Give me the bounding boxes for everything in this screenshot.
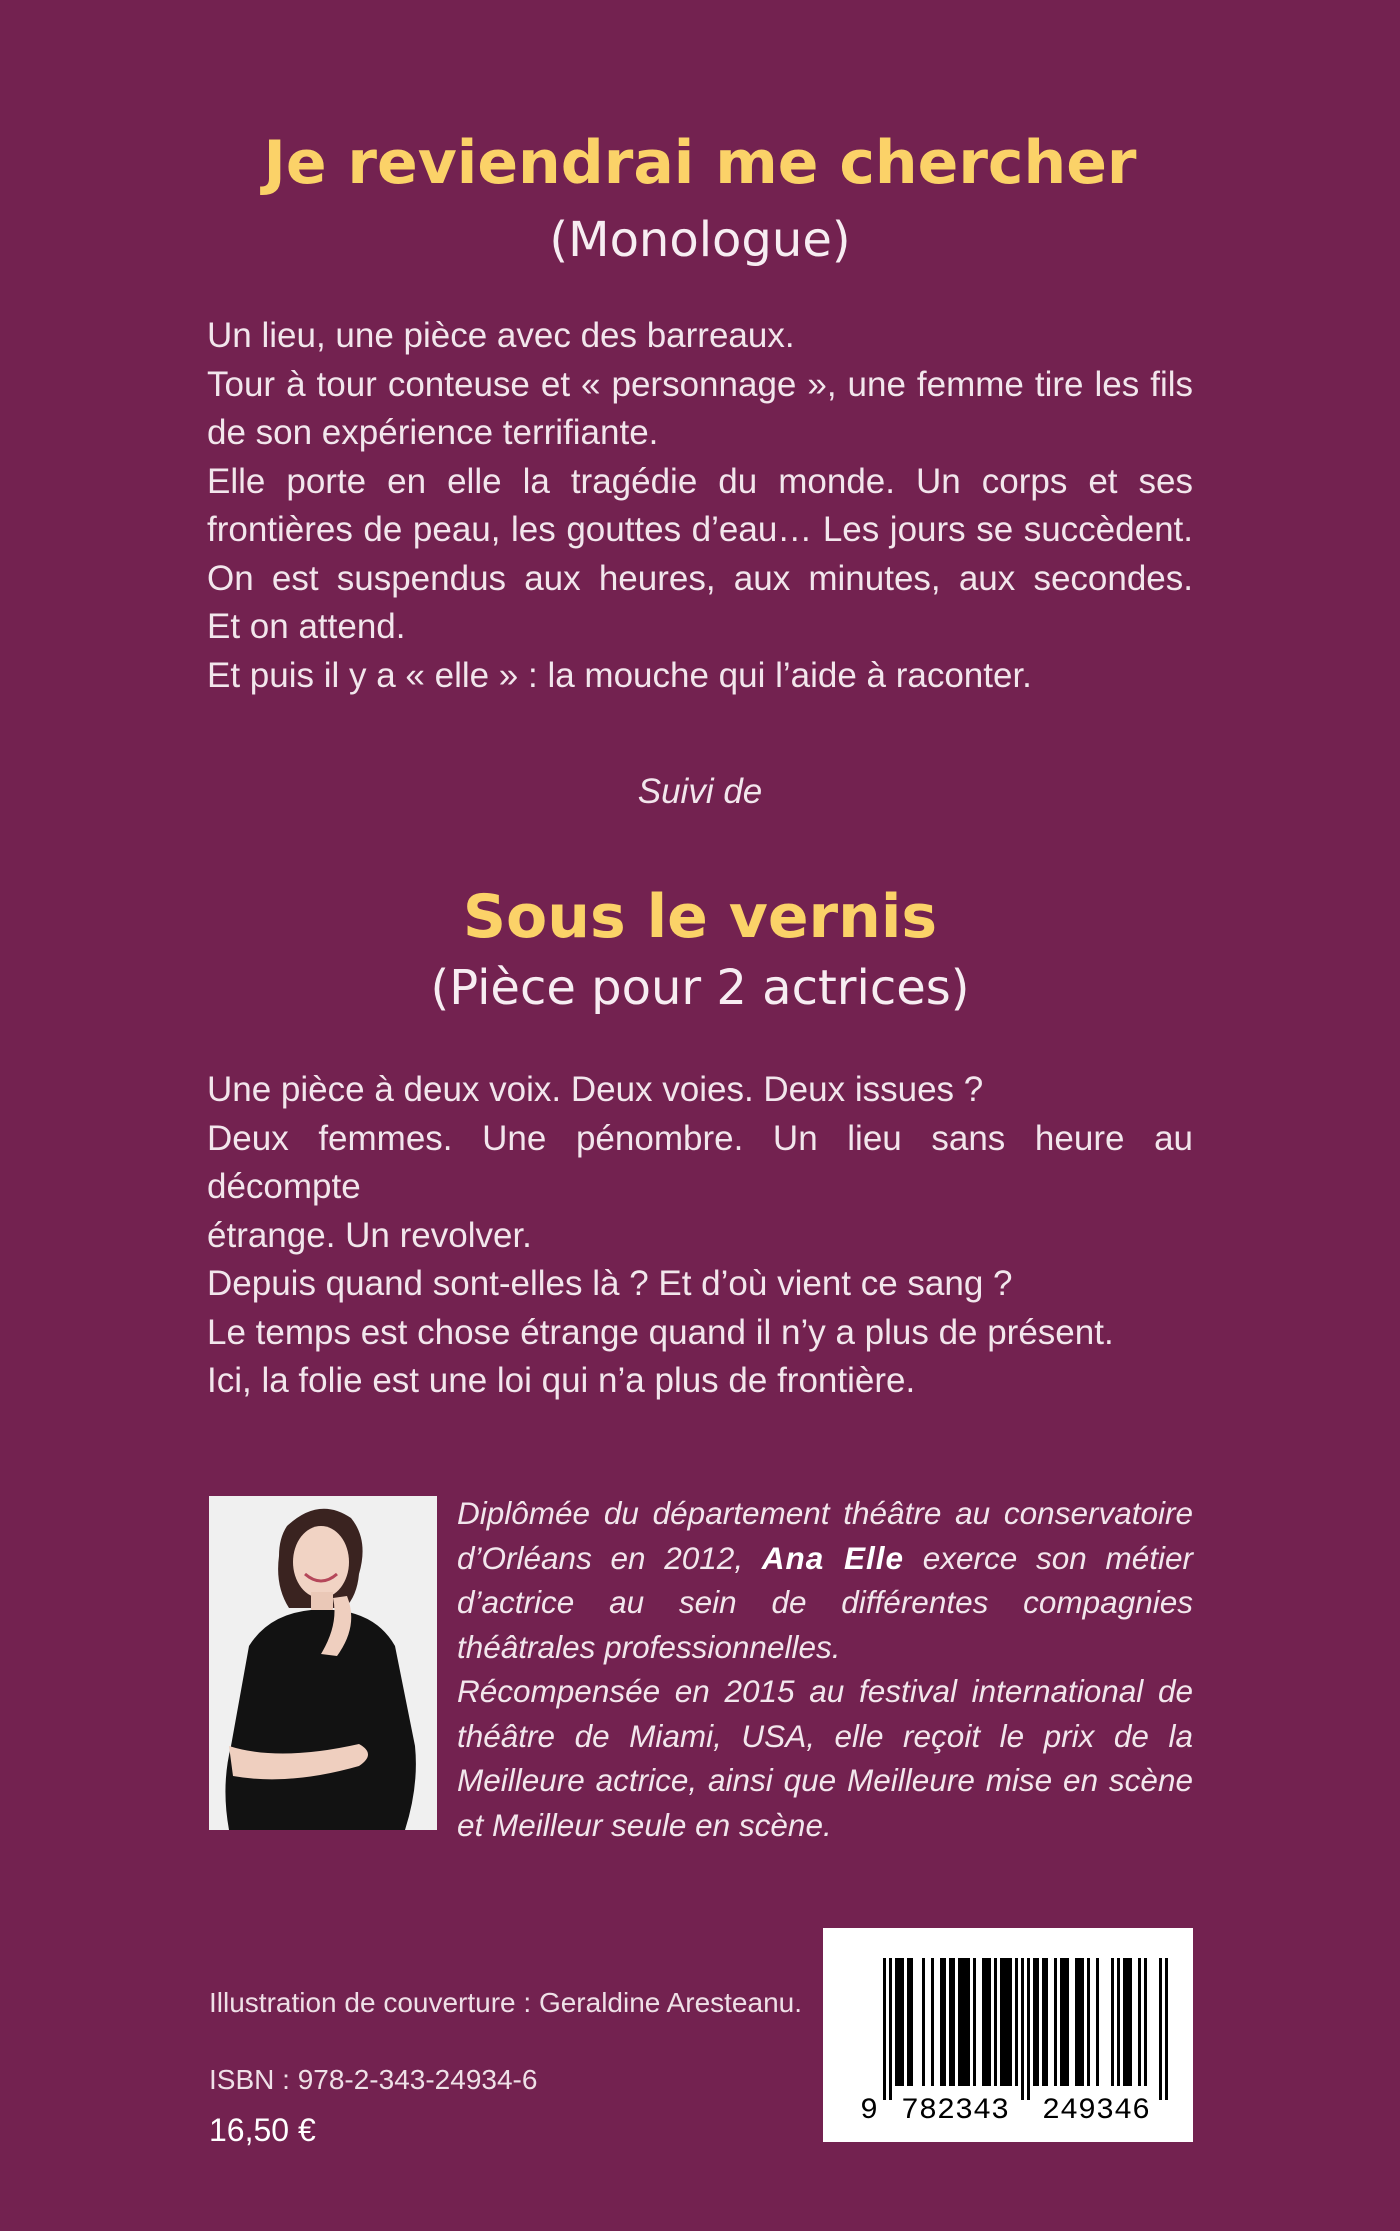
barcode-bar bbox=[982, 1958, 985, 2086]
barcode-bar bbox=[1021, 1958, 1024, 2100]
barcode-bar bbox=[943, 1958, 946, 2086]
barcode-digits: 782343 bbox=[900, 2094, 1010, 2128]
barcode-bar bbox=[958, 1958, 961, 2086]
blurb-line: Et puis il y a « elle » : la mouche qui l’aide à raconter. bbox=[207, 655, 1032, 695]
barcode-bar bbox=[961, 1958, 964, 2086]
barcode-bar bbox=[898, 1958, 901, 2086]
blurb-line: Ici, la folie est une loi qui n’a plus de frontière. bbox=[207, 1361, 916, 1400]
barcode-bar bbox=[973, 1958, 976, 2086]
blurb-monologue bbox=[207, 312, 1193, 700]
blurb-line: Le temps est chose étrange quand il n’y a plus de présent. bbox=[207, 1312, 1114, 1352]
barcode-bar bbox=[1042, 1958, 1045, 2086]
barcode-bar bbox=[940, 1958, 943, 2086]
barcode-bar bbox=[1123, 1958, 1126, 2086]
author-portrait-icon bbox=[209, 1496, 437, 1830]
book-subtitle-1: (Monologue) bbox=[549, 212, 851, 268]
barcode-bar bbox=[1063, 1958, 1066, 2086]
book-price: 16,50 € bbox=[209, 2112, 316, 2148]
blurb-line: frontières de peau, les gouttes d’eau… Les jours se succèdent. bbox=[207, 510, 1193, 549]
barcode-digits: 9 bbox=[859, 2094, 879, 2128]
cover-illustration-credit: Illustration de couverture : Geraldine Aresteanu. bbox=[209, 1987, 803, 2018]
isbn-number: ISBN : 978-2-343-24934-6 bbox=[209, 2064, 538, 2095]
author-bio-text: exerce son métier d’actrice au sein de différentes compagnies théâtrales professionnelles. bbox=[457, 1539, 1194, 1665]
barcode-bar bbox=[1066, 1958, 1069, 2086]
barcode-bar bbox=[1117, 1958, 1120, 2086]
barcode-digits: 249346 bbox=[1041, 2094, 1151, 2128]
blurb-line: Depuis quand sont-elles là ? Et d’où vient ce sang ? bbox=[207, 1264, 1013, 1303]
barcode-bar bbox=[883, 1958, 886, 2100]
author-portrait-photo bbox=[209, 1496, 437, 1830]
barcode-bar bbox=[931, 1958, 934, 2086]
blurb-line: Un lieu, une pièce avec des barreaux. bbox=[207, 316, 795, 355]
barcode-bar bbox=[1060, 1958, 1063, 2086]
barcode-bar bbox=[1087, 1958, 1090, 2086]
barcode-bar bbox=[967, 1958, 970, 2086]
followed-by-label: Suivi de bbox=[637, 772, 763, 811]
barcode-bar bbox=[1096, 1958, 1099, 2086]
book-title-2: Sous le vernis bbox=[462, 882, 938, 952]
blurb-line: étrange. Un revolver. bbox=[207, 1215, 532, 1255]
barcode-bar bbox=[1009, 1958, 1012, 2086]
barcode-bar bbox=[1144, 1958, 1147, 2086]
barcode-bar bbox=[1111, 1958, 1114, 2086]
barcode-bar bbox=[988, 1958, 991, 2086]
barcode-bar bbox=[949, 1958, 952, 2086]
barcode-bar bbox=[922, 1958, 925, 2086]
barcode-bar bbox=[1129, 1958, 1132, 2086]
blurb-line: de son expérience terrifiante. bbox=[207, 413, 659, 452]
barcode bbox=[823, 1928, 1193, 2142]
barcode-bar bbox=[964, 1958, 967, 2086]
barcode-bar bbox=[1003, 1958, 1006, 2086]
blurb-line: Et on attend. bbox=[207, 607, 406, 646]
barcode-bar bbox=[985, 1958, 988, 2086]
barcode-bar bbox=[1138, 1958, 1141, 2086]
author-bio-paragraph-1 bbox=[457, 1491, 1193, 1669]
barcode-bar bbox=[1006, 1958, 1009, 2086]
barcode-icon bbox=[823, 1928, 1193, 2142]
blurb-line: Une pièce à deux voix. Deux voies. Deux issues ? bbox=[207, 1070, 984, 1109]
barcode-bar bbox=[1015, 1958, 1018, 2086]
blurb-line: Tour à tour conteuse et « personnage », une femme tire les fils bbox=[207, 364, 1193, 404]
blurb-play bbox=[207, 1066, 1193, 1406]
barcode-bar bbox=[1036, 1958, 1039, 2086]
barcode-bar bbox=[910, 1958, 913, 2086]
blurb-line: Deux femmes. Une pénombre. Un lieu sans heure au décompte bbox=[207, 1118, 1193, 1206]
barcode-bar bbox=[1126, 1958, 1129, 2086]
author-bio bbox=[457, 1491, 1193, 1847]
barcode-bar bbox=[1081, 1958, 1084, 2086]
barcode-bar bbox=[1027, 1958, 1030, 2100]
barcode-bar bbox=[895, 1958, 898, 2086]
book-subtitle-2: (Pièce pour 2 actrices) bbox=[430, 960, 970, 1016]
book-title-1: Je reviendrai me chercher bbox=[263, 128, 1137, 198]
barcode-bar bbox=[1078, 1958, 1081, 2086]
blurb-line: On est suspendus aux heures, aux minutes, aux secondes. bbox=[207, 558, 1193, 598]
barcode-bar bbox=[889, 1958, 892, 2100]
author-bio-text: Diplômée du département théâtre au conservatoire d’Orléans en 2012, bbox=[457, 1495, 1193, 1576]
blurb-line: Elle porte en elle la tragédie du monde. Un corps et ses bbox=[207, 461, 1193, 501]
barcode-bar bbox=[1000, 1958, 1003, 2086]
barcode-bar bbox=[1165, 1958, 1168, 2100]
barcode-bar bbox=[1075, 1958, 1078, 2086]
barcode-bar bbox=[952, 1958, 955, 2086]
barcode-bar bbox=[1054, 1958, 1057, 2086]
author-name: Ana Elle bbox=[761, 1539, 905, 1576]
barcode-bar bbox=[1033, 1958, 1036, 2086]
barcode-bar bbox=[1159, 1958, 1162, 2100]
barcode-bar bbox=[1045, 1958, 1048, 2086]
barcode-bar bbox=[901, 1958, 904, 2086]
barcode-bar bbox=[907, 1958, 910, 2086]
barcode-bar bbox=[994, 1958, 997, 2086]
author-bio-paragraph-2: Récompensée en 2015 au festival international de théâtre de Miami, USA, elle reçoit le prix de la Meilleure actrice, ainsi que Meilleure mise en scène et Meilleur seule en scène. bbox=[457, 1673, 1193, 1843]
